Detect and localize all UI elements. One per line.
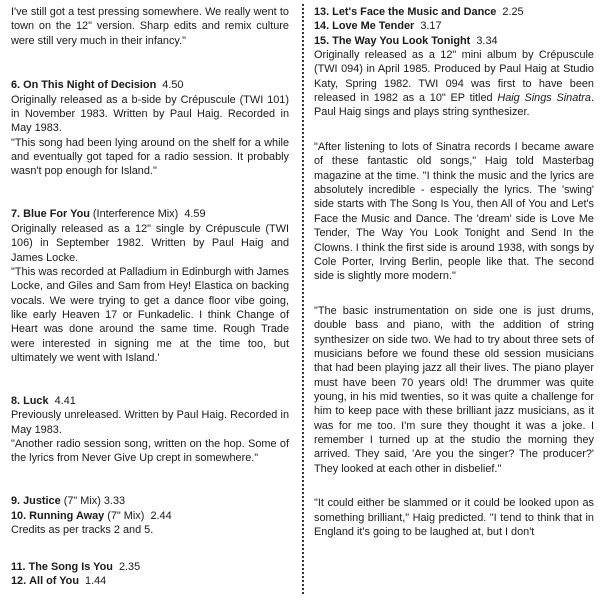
track-time: 2.35: [118, 560, 141, 573]
track-time: 4.59: [184, 208, 206, 221]
track-12-heading: [11, 574, 289, 588]
description-text: . Paul Haig sings and plays string synthesizer.: [314, 92, 594, 119]
track-title: Justice: [23, 495, 61, 508]
track-8-description: Previously unreleased. Written by Paul Haig. Recorded in May 1983.: [11, 409, 289, 436]
track-title: All of You: [29, 575, 79, 588]
description-text: Originally released as a 12" mini album by Crépuscule (TWI 094) in April 1985. Produced by Paul Haig at Studio Katy, Spring 1982. TWI 094 was first to have been released in 1982 as a 10" EP titled: [314, 49, 594, 105]
track-7-quote: "This was recorded at Palladium in Edinburgh with James Locke, and Giles and Sam from Hey! Elastica on backing vocals. We were trying to get a dance floor vibe going, like early Heaven 17 or Funkadelic. I think Change of Heart was done around the same time. Rough Trade were interested in signing me at the time too, but ultimately we went with Island.': [11, 265, 289, 364]
intro-paragraph: I've still got a test pressing somewhere. We really went to town on the 12" version. Sharp edits and remix culture were still very much in their infancy.": [11, 6, 289, 47]
track-15-heading: [314, 34, 594, 48]
track-number: 9.: [11, 495, 21, 508]
prediction-paragraph: "It could either be slammed or it could be looked upon as something brilliant," Haig predicted. "I tend to think that in England it's going to be laughed at, but I don't: [314, 497, 594, 539]
track-6-heading: [11, 78, 289, 92]
track-time: 2.44: [150, 509, 172, 522]
track-11-heading: [11, 560, 289, 574]
track-13-heading: [314, 5, 594, 19]
track-6-description: Originally released as a b-side by Crépuscule (TWI 101) in November 1983. Written by Paul Haig. Recorded in May 1983.: [11, 93, 289, 135]
track-title: Blue For You: [23, 208, 90, 221]
track-9-heading: [11, 494, 289, 508]
track-8-quote: "Another radio session song, written on the hop. Some of the lyrics from Never Give Up crept in somewhere.": [11, 437, 289, 465]
track-time: 3.33: [103, 495, 126, 508]
track-7-description: Originally released as a 12" single by Crépuscule (TWI 106) in September 1982. Written by Paul Haig and James Locke.: [11, 222, 289, 264]
track-title: Luck: [23, 394, 49, 407]
track-number: 6.: [11, 79, 21, 92]
track-8-heading: [11, 394, 289, 408]
instrumentation-paragraph: "The basic instrumentation on side one is just drums, double bass and piano, with the addition of string synthesizer on side two. We had to try about three sets of musicians before we found these old session musicians that had been playing jazz all their lives. The piano player must have been 70 years old! The drummer was quite young, in his mid twenties, so it was quite a challenge for him to keep pace with these brilliant jazz musicians, as it was for me too. I'm sure they thought it was a joke. I remember I turned up at the studio the morning they arrived. They said, 'Are you the singer? The producer?' They looked at each other in disbelief.": [314, 304, 594, 475]
credits-line: Credits as per tracks 2 and 5.: [11, 524, 154, 537]
left-column: [11, 5, 289, 588]
track-time: 4.41: [54, 394, 76, 407]
track-note: (7" Mix): [63, 495, 101, 508]
track-10-heading: [11, 509, 289, 523]
track-number: 11.: [11, 560, 26, 573]
track-title: Love Me Tender: [332, 20, 415, 33]
track-number: 15.: [314, 34, 330, 47]
track-title: The Song Is You: [28, 560, 113, 573]
track-title: The Way You Look Tonight: [332, 34, 471, 47]
track-note: (7" Mix): [107, 509, 145, 522]
track-6-quote: "This song had been lying around on the shelf for a while and eventually got taped for a radio session. It probably wasn't pop enough for Island.": [11, 136, 289, 178]
track-title: On This Night of Decision: [23, 79, 157, 92]
column-divider: [302, 4, 304, 594]
right-column: [314, 5, 594, 539]
track-number: 7.: [11, 208, 21, 221]
sinatra-quote-paragraph: "After listening to lots of Sinatra records I became aware of these fantastic old songs," Haig told Masterbag magazine at the time. "I think the music and the lyrics are absolutely incredible - especially the lyrics. The 'swing' side starts with The Song Is You, then All of You and Let's Face the Music and Dance. The 'dream' side is Love Me Tender, The Way You Look Tonight and Send In the Clowns. I think the first side is around 1938, with songs by Cole Porter, Irving Berlin, people like that. The second side is slightly more modern.": [314, 141, 594, 283]
track-number: 10.: [11, 509, 27, 522]
track-title: Running Away: [29, 509, 105, 522]
track-time: 1.44: [85, 575, 107, 588]
track-number: 12.: [11, 575, 27, 588]
track-note: (Interference Mix): [92, 208, 179, 221]
track-number: 8.: [11, 394, 21, 407]
track-time: 4.50: [162, 79, 184, 92]
tracks-13-15-description: [314, 48, 594, 120]
track-14-heading: [314, 19, 594, 33]
track-7-heading: [11, 207, 289, 221]
ep-title: Haig Sings Sinatra: [497, 92, 591, 105]
track-time: 3.17: [420, 20, 442, 33]
track-title: Let's Face the Music and Dance: [332, 6, 497, 18]
track-time: 2.25: [502, 6, 524, 18]
track-time: 3.34: [476, 34, 498, 47]
track-number: 13.: [314, 6, 330, 18]
track-number: 14.: [314, 20, 330, 33]
